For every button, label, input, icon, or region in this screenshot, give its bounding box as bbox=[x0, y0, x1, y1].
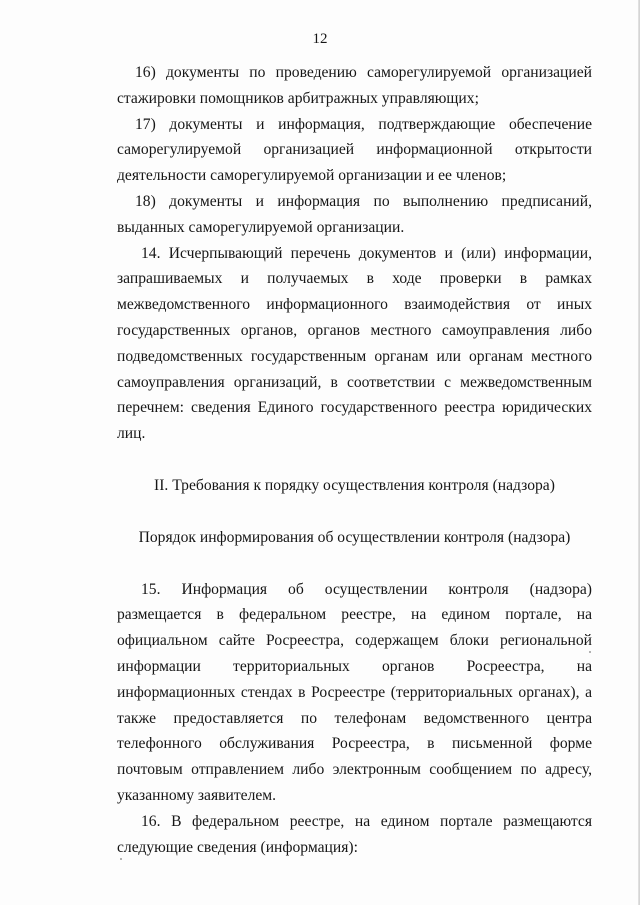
spacer bbox=[117, 447, 592, 473]
paragraph-clause-16: 16. В федеральном реестре, на едином портале размещаются следующие сведения (информация): bbox=[117, 812, 592, 856]
scan-artifact-dot bbox=[120, 858, 122, 860]
section-subtitle: Порядок информирования об осуществлении контроля (надзора) bbox=[138, 528, 571, 546]
paragraph-item-17: 17) документы и информация, подтверждающие обеспечение саморегулируемой организацией информационной открытости деятельности саморегулируемой организации и ее членов; bbox=[117, 115, 592, 185]
page-number: 12 bbox=[312, 31, 328, 47]
spacer bbox=[117, 499, 592, 525]
paragraph-clause-14: 14. Исчерпывающий перечень документов и (или) информации, запрашиваемых и получаемых в ходе проверки в рамках межведомственного информационного взаимодействия от иных государственных органов, органов местного самоуправления либо подведомственных государственным органам или органам местного самоуправления организаций, в соответствии с межведомственным перечнем: сведения Единого государственного реестра юридических лиц. bbox=[117, 244, 592, 443]
paragraph-clause-15: 15. Информация об осуществлении контроля (надзора) размещается в федеральном реестре, на едином портале, на официальном сайте Росреестра, содержащем блоки региональной информации территориальных органов Росреестра, на информационных стендах в Росреестре (территориальных органах), а также предоставляется по телефонам ведомственного центра телефонного обслуживания Росреестра, в письменной форме почтовым отправлением либо электронным сообщением по адресу, указанному заявителем. bbox=[117, 580, 592, 804]
paragraph-item-16: 16) документы по проведению саморегулируемой организацией стажировки помощников арбитражных управляющих; bbox=[117, 64, 592, 107]
scan-artifact-dot bbox=[589, 651, 591, 653]
spacer bbox=[117, 551, 592, 577]
paragraph-item-18: 18) документы и информация по выполнению предписаний, выданных саморегулируемой организации. bbox=[117, 192, 592, 236]
section-title: II. Требования к порядку осуществления контроля (надзора) bbox=[154, 476, 555, 494]
document-body bbox=[117, 60, 592, 860]
